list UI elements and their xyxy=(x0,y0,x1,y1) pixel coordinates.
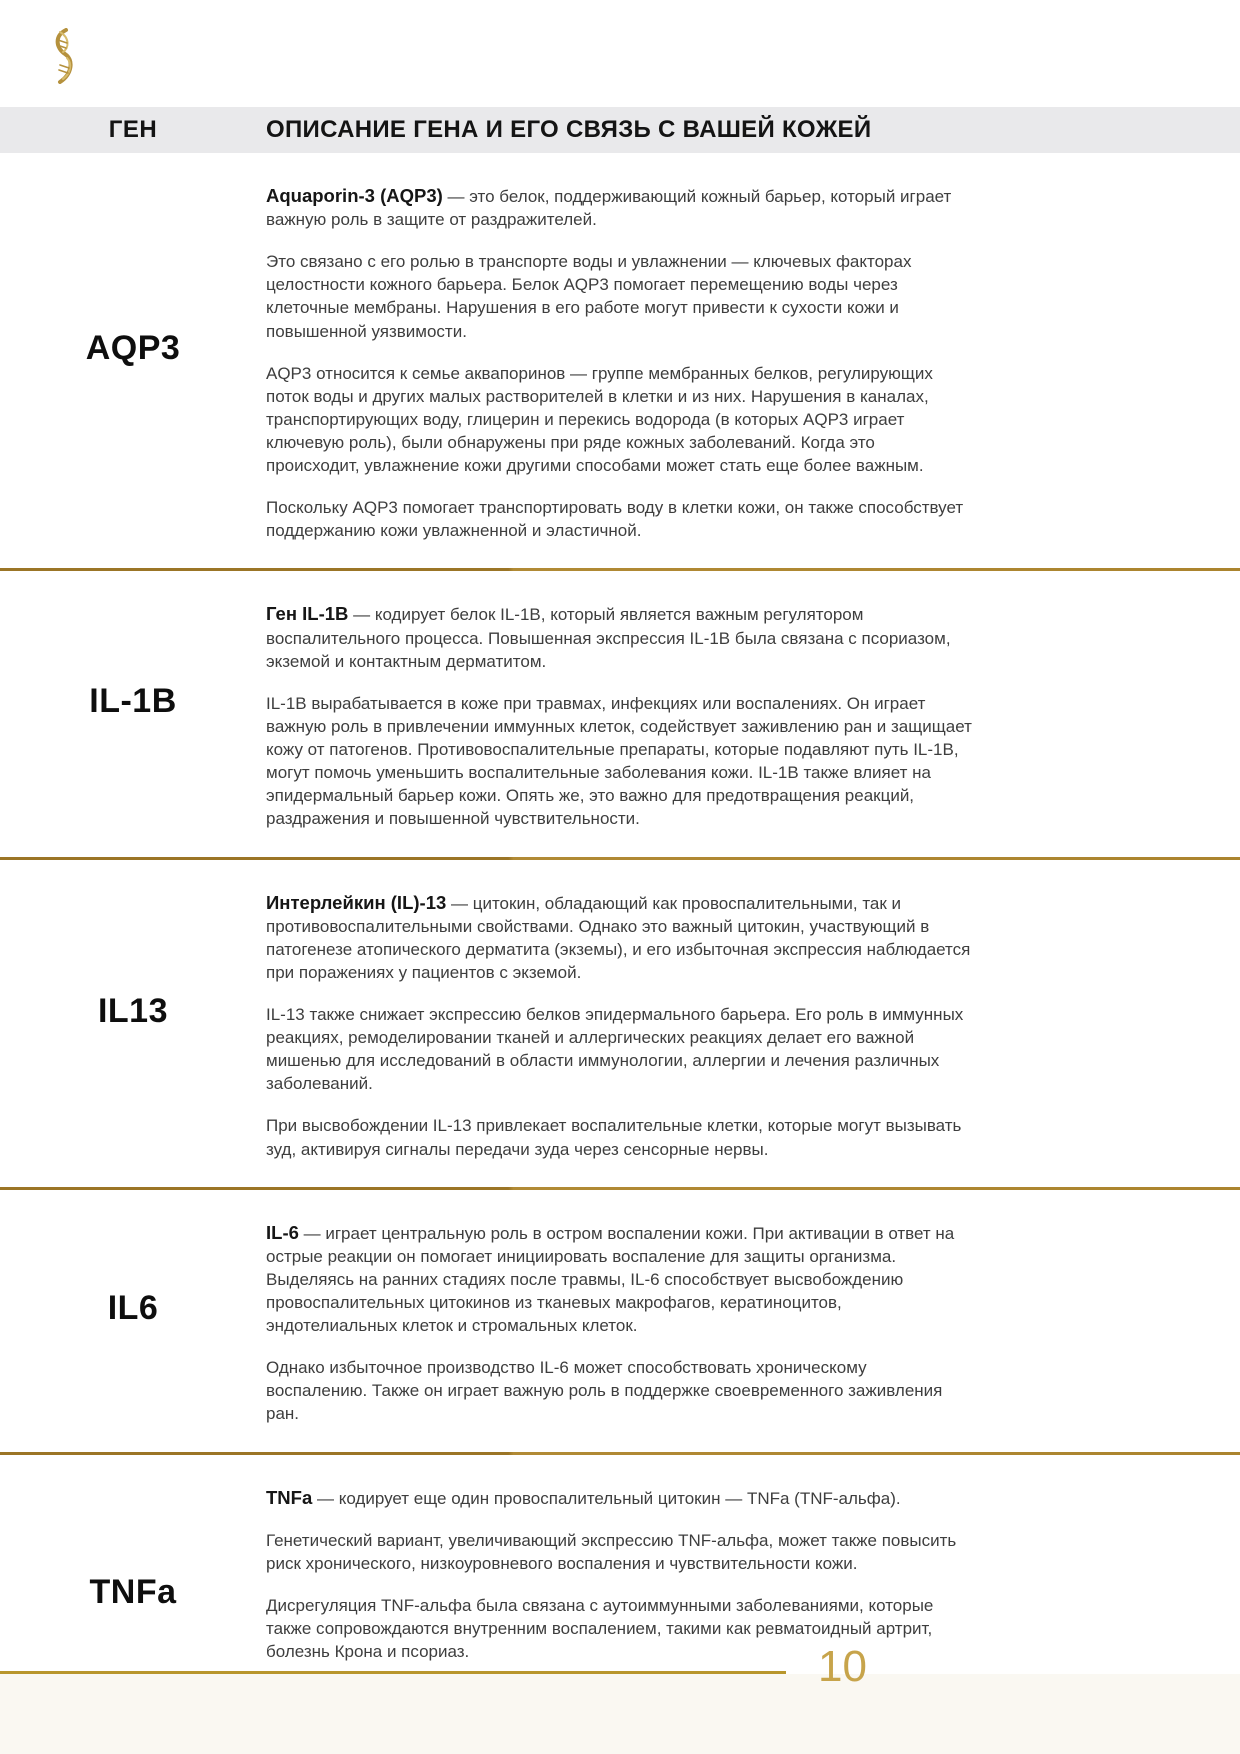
description-paragraph xyxy=(266,1114,972,1160)
paragraph-text: Поскольку AQP3 помогает транспортировать воду в клетки кожи, он также способствует поддержанию кожи увлажненной и эластичной. xyxy=(266,498,964,541)
gene-label: IL13 xyxy=(97,991,169,1030)
description-paragraph xyxy=(266,496,972,542)
column-header-gene: ГЕН xyxy=(108,116,158,143)
footer-rule xyxy=(0,1671,786,1674)
description-paragraph xyxy=(266,1220,972,1338)
paragraph-lead: TNFa xyxy=(266,1486,313,1508)
description-paragraph xyxy=(266,1485,972,1510)
gene-description-column xyxy=(266,601,972,830)
gene-column xyxy=(0,1220,266,1426)
page-number: 10 xyxy=(818,1642,867,1691)
description-paragraph xyxy=(266,692,972,831)
gene-description-column xyxy=(266,183,972,542)
dna-helix-logo xyxy=(46,28,80,84)
gene-label: AQP3 xyxy=(85,329,181,368)
gene-label: TNFa xyxy=(89,1573,177,1612)
gene-column xyxy=(0,183,266,542)
gene-section-row xyxy=(0,571,1240,856)
gene-label: IL-1B xyxy=(89,682,177,721)
paragraph-text: Генетический вариант, увеличивающий экспрессию TNF-альфа, может также повысить риск хронического, низкоуровневого воспаления и чувствительности кожи. xyxy=(266,1530,957,1573)
paragraph-lead: Ген IL-1B xyxy=(266,603,349,625)
gene-column xyxy=(0,601,266,830)
gene-column xyxy=(0,890,266,1161)
paragraph-text: Дисрегуляция TNF-альфа была связана с аутоиммунными заболеваниями, которые также сопровождаются внутренним воспалением, такими как ревматоидный артрит, болезнь Крона и псориаз. xyxy=(266,1595,934,1662)
paragraph-text: При высвобождении IL-13 привлекает воспалительные клетки, которые могут вызывать зуд, активируя сигналы передачи зуда через сенсорные нервы. xyxy=(266,1116,962,1159)
paragraph-text: — это белок, поддерживающий кожный барьер, который играет важную роль в защите от раздражителей. xyxy=(266,187,952,230)
paragraph-text: IL-1B вырабатывается в коже при травмах, инфекциях или воспалениях. Он играет важную роль в привлечении иммунных клеток, содействует заживлению ран и защищает кожу от патогенов. Противовоспалительные препараты, которые подавляют путь IL-1B, могут помочь уменьшить воспалительные заболевания кожи. IL-1B также влияет на эпидермальный барьер кожи. Опять же, это важно для предотвращения реакций, раздражения и повышенной чувствительности. xyxy=(266,693,972,829)
gene-sections xyxy=(0,153,1240,1754)
table-header-band xyxy=(0,107,1240,153)
paragraph-text: — цитокин, обладающий как провоспалительными, так и противовоспалительными свойствами. Однако это важный цитокин, участвующий в патогенезе атопического дерматита (экземы), и его избыточная экспрессия наблюдается при поражениях у пациентов с экземой. xyxy=(266,893,971,982)
description-paragraph xyxy=(266,362,972,478)
paragraph-text: AQP3 относится к семье аквапоринов — группе мембранных белков, регулирующих поток воды и других малых растворителей в клетки и из них. Нарушения в каналах, транспортирующих воду, глицерин и перекись водорода (в которых AQP3 играет ключевую роль), были обнаружены при ряде кожных заболеваний. Когда это происходит, увлажнение кожи другими способами может стать еще более важным. xyxy=(266,363,933,476)
gene-section-row xyxy=(0,1190,1240,1452)
gene-section-row xyxy=(0,860,1240,1187)
description-paragraph xyxy=(266,250,972,342)
gene-description-column xyxy=(266,1220,972,1426)
description-paragraph xyxy=(266,1003,972,1095)
description-paragraph xyxy=(266,1529,972,1575)
paragraph-text: — кодирует белок IL-1B, который является важным регулятором воспалительного процесса. Повышенная экспрессия IL-1B была связана с псориазом, экземой и контактным дерматитом. xyxy=(266,605,951,671)
paragraph-text: — кодирует еще один провоспалительный цитокин — TNFa (TNF-альфа). xyxy=(312,1488,901,1508)
gene-description-column xyxy=(266,890,972,1161)
description-paragraph xyxy=(266,183,972,231)
paragraph-text: Однако избыточное производство IL-6 может способствовать хроническому воспалению. Также он играет важную роль в поддержке своевременного заживления ран. xyxy=(266,1358,943,1424)
paragraph-text: — играет центральную роль в остром воспалении кожи. При активации в ответ на острые реакции он помогает инициировать воспаление для защиты организма. Выделяясь на ранних стадиях после травмы, IL-6 способствует высвобождению провоспалительных цитокинов из тканевых макрофагов, кератиноцитов, эндотелиальных клеток и стромальных клеток. xyxy=(266,1223,955,1336)
footer-band xyxy=(0,1674,1240,1754)
description-paragraph xyxy=(266,601,972,672)
paragraph-lead: Интерлейкин (IL)-13 xyxy=(266,891,447,913)
paragraph-text: Это связано с его ролью в транспорте воды и увлажнении — ключевых факторах целостности кожного барьера. Белок AQP3 помогает перемещению воды через клеточные мембраны. Нарушения в его работе могут привести к сухости кожи и повышенной уязвимости. xyxy=(266,252,912,341)
column-header-description: ОПИСАНИЕ ГЕНА И ЕГО СВЯЗЬ С ВАШЕЙ КОЖЕЙ xyxy=(266,116,872,143)
paragraph-text: IL-13 также снижает экспрессию белков эпидермального барьера. Его роль в иммунных реакциях, ремоделировании тканей и аллергических реакциях делает его важной мишенью для исследований в области иммунологии, аллергии и лечения различных заболеваний. xyxy=(266,1004,964,1094)
gene-label: IL6 xyxy=(107,1289,159,1328)
description-paragraph xyxy=(266,890,972,984)
paragraph-lead: Aquaporin-3 (AQP3) xyxy=(266,185,443,206)
description-paragraph xyxy=(266,1356,972,1425)
paragraph-lead: IL-6 xyxy=(266,1221,299,1243)
gene-section-row xyxy=(0,153,1240,568)
